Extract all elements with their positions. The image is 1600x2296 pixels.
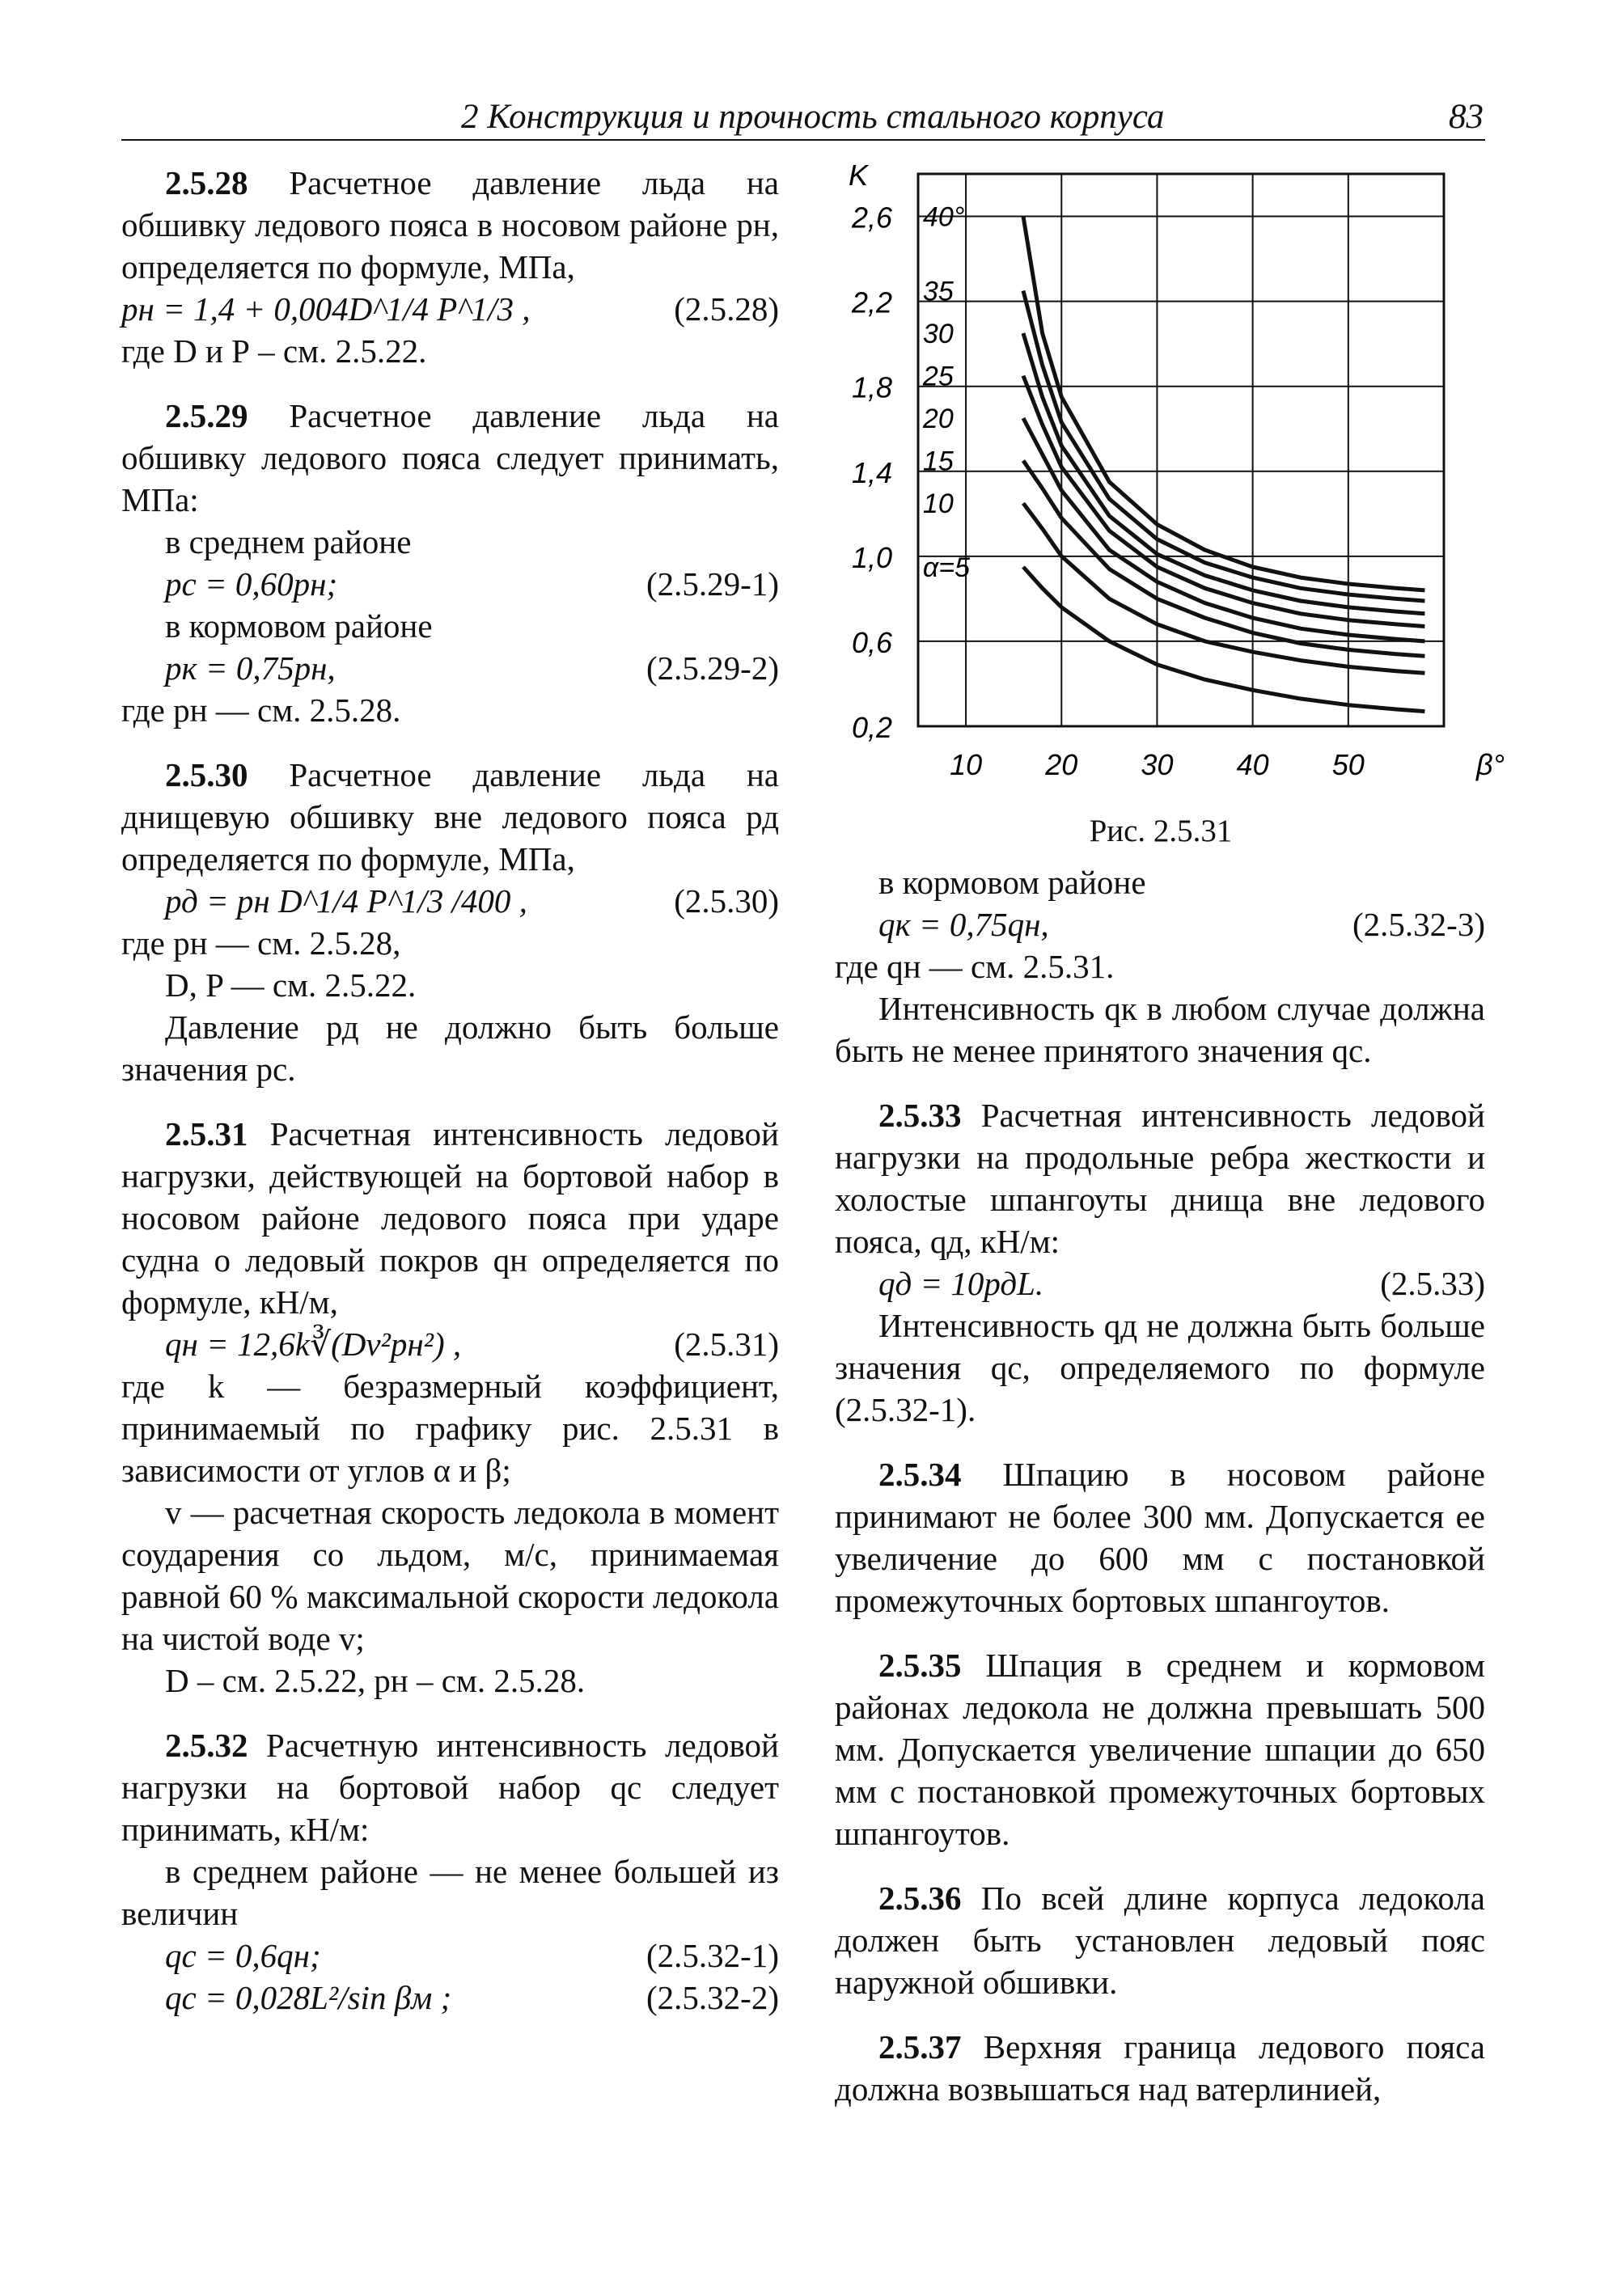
- x-tick-label: 40: [1236, 748, 1269, 781]
- figure-caption: Рис. 2.5.31: [1089, 814, 1233, 848]
- formula-row: [121, 1934, 779, 1977]
- note-text: Интенсивность qд не должна быть больше значения qс, определяемого по формуле (2.5.32-1).: [835, 1307, 1485, 1428]
- y-tick-label: 1,8: [852, 370, 893, 404]
- series-label: 15: [922, 446, 954, 477]
- k-coefficient-chart: [837, 158, 1505, 789]
- where-line: D, P — см. 2.5.22.: [165, 966, 417, 1004]
- formula: qн = 12,6k∛(Dv²рн²) ,: [165, 1326, 462, 1363]
- section-2-5-32: [121, 1724, 779, 1850]
- formula: рк = 0,75рн,: [165, 649, 336, 687]
- chart-svg: [837, 158, 1505, 789]
- formula: рн = 1,4 + 0,004D^1/4 P^1/3 ,: [121, 290, 531, 328]
- series-label: 30: [922, 319, 954, 350]
- series-curve: [1023, 503, 1424, 673]
- x-tick-label: 20: [1045, 748, 1078, 781]
- series-curve: [1023, 291, 1424, 602]
- formula: qк = 0,75qн,: [878, 906, 1049, 943]
- section-text: Расчетная интенсивность ледовой нагрузки, действующей на бортовой набор в носовом районе ледового пояса при ударе судна о ледовый покров qн определяется по формуле, кН/м,: [121, 1115, 780, 1321]
- y-tick-label: 2,6: [852, 201, 893, 235]
- y-axis-label: K: [849, 159, 869, 192]
- where-line: где k — безразмерный коэффициент, принимаемый по графику рис. 2.5.31 в зависимости от углов α и β;: [121, 1368, 779, 1489]
- x-axis-label: β°: [1476, 748, 1505, 781]
- section-number: 2.5.31: [165, 1115, 248, 1152]
- y-tick-label: 1,4: [852, 455, 893, 489]
- y-tick-label: 0,2: [852, 711, 893, 744]
- formula-row: [121, 1323, 779, 1365]
- series-label: α=5: [922, 552, 971, 583]
- x-tick-label: 30: [1141, 748, 1174, 781]
- series-label: 20: [922, 404, 954, 435]
- formula: рд = рн D^1/4 P^1/3 /400 ,: [165, 882, 527, 920]
- section-text: Расчетное давление льда на днищевую обшивку вне ледового пояса рд определяется по формуле, МПа,: [121, 756, 779, 877]
- section-text: По всей длине корпуса ледокола должен быть установлен ледовый пояс наружной обшивки.: [835, 1880, 1486, 2001]
- running-title: 2 Конструкция и прочность стального корпуса: [461, 98, 1165, 136]
- section-2-5-33: [835, 1094, 1485, 1262]
- plot-frame: [918, 174, 1444, 726]
- formula: рс = 0,60рн;: [165, 565, 338, 603]
- formula-row: [835, 1262, 1485, 1304]
- formula-number: (2.5.32-1): [646, 1937, 779, 1974]
- where-line: где рн — см. 2.5.28.: [121, 691, 401, 729]
- note-text: Интенсивность qк в любом случае должна быть не менее принятого значения qс.: [835, 990, 1485, 1069]
- series-label: 10: [922, 488, 954, 520]
- formula: qс = 0,6qн;: [165, 1937, 321, 1974]
- formula-row: [835, 903, 1485, 945]
- formula-number: (2.5.29-2): [646, 649, 779, 687]
- where-line: D – см. 2.5.22, рн – см. 2.5.28.: [165, 1662, 586, 1699]
- section-number: 2.5.28: [165, 164, 248, 201]
- where-line: v — расчетная скорость ледокола в момент соударения со льдом, м/с, принимаемая равной 60 % максимальной скорости ледокола на чистой воде v;: [121, 1494, 779, 1657]
- series-curve: [1023, 217, 1424, 590]
- region-label: в кормовом районе: [878, 864, 1146, 901]
- section-2-5-35: [835, 1644, 1485, 1854]
- section-2-5-34: [835, 1453, 1485, 1622]
- series-curve: [1023, 376, 1424, 627]
- section-number: 2.5.32: [165, 1727, 248, 1764]
- y-tick-label: 0,6: [852, 625, 893, 659]
- formula-number: (2.5.29-1): [646, 565, 779, 603]
- region-label: в среднем районе: [165, 523, 412, 560]
- formula-row: [121, 563, 779, 605]
- where-line: где D и Р – см. 2.5.22.: [121, 332, 427, 370]
- section-text: Расчетное давление льда на обшивку ледового пояса в носовом районе рн, определяется по формуле, МПа,: [121, 164, 779, 285]
- y-tick-label: 2,2: [852, 285, 893, 319]
- section-number: 2.5.33: [878, 1097, 962, 1134]
- where-line: где рн — см. 2.5.28,: [121, 924, 401, 962]
- page-number: 83: [1449, 98, 1484, 136]
- section-text: Расчетную интенсивность ледовой нагрузки на бортовой набор qс следует принимать, кН/м:: [121, 1727, 779, 1848]
- x-tick-label: 50: [1331, 748, 1365, 781]
- formula-number: (2.5.33): [1380, 1265, 1485, 1302]
- note-text: Давление рд не должно быть больше значения рс.: [121, 1008, 779, 1088]
- section-number: 2.5.36: [878, 1880, 962, 1917]
- section-text: Расчетное давление льда на обшивку ледового пояса следует принимать, МПа:: [121, 397, 779, 518]
- section-text: Шпация в среднем и кормовом районах ледокола не должна превышать 500 мм. Допускается увеличение шпации до 650 мм с постановкой промежуточных бортовых шпангоутов.: [835, 1647, 1486, 1852]
- section-2-5-36: [835, 1877, 1485, 2003]
- region-label: в кормовом районе: [165, 607, 433, 645]
- section-2-5-28: [121, 162, 779, 288]
- section-number: 2.5.37: [878, 2028, 962, 2066]
- formula: qс = 0,028L²/sin βм ;: [165, 1979, 452, 2016]
- section-text: Шпацию в носовом районе принимают не более 300 мм. Допускается ее увеличение до 600 мм с постановкой промежуточных бортовых шпангоутов.: [835, 1456, 1485, 1619]
- section-text: Расчетная интенсивность ледовой нагрузки на продольные ребра жесткости и холостые шпангоуты днища вне ледового пояса, qд, кН/м:: [835, 1097, 1486, 1260]
- formula-number: (2.5.31): [674, 1326, 779, 1363]
- running-header: [121, 91, 1485, 141]
- section-2-5-37: [835, 2026, 1485, 2110]
- section-number: 2.5.30: [165, 756, 248, 793]
- section-2-5-29: [121, 395, 779, 521]
- region-label: в среднем районе — не менее большей из величин: [121, 1853, 779, 1932]
- right-column: [835, 861, 1485, 2110]
- section-number: 2.5.29: [165, 397, 248, 434]
- formula-number: (2.5.30): [674, 882, 779, 920]
- formula-row: [121, 1977, 779, 2019]
- section-number: 2.5.34: [878, 1456, 962, 1493]
- section-2-5-31: [121, 1113, 779, 1323]
- formula: qд = 10рдL.: [878, 1265, 1044, 1302]
- section-text: Верхняя граница ледового пояса должна возвышаться над ватерлинией,: [835, 2028, 1485, 2108]
- left-column: [121, 162, 779, 2019]
- where-line: где qн — см. 2.5.31.: [835, 948, 1115, 985]
- section-2-5-30: [121, 754, 779, 880]
- formula-number: (2.5.32-2): [646, 1979, 779, 2016]
- formula-number: (2.5.28): [674, 290, 779, 328]
- series-label: 35: [922, 276, 954, 307]
- formula-row: [121, 647, 779, 689]
- formula-row: [121, 288, 779, 330]
- series-curve: [1023, 333, 1424, 614]
- section-number: 2.5.35: [878, 1647, 962, 1684]
- series-label: 25: [922, 361, 954, 392]
- y-tick-label: 1,0: [852, 540, 893, 574]
- x-tick-label: 10: [950, 748, 983, 781]
- formula-number: (2.5.32-3): [1352, 906, 1485, 943]
- series-label: 40°: [922, 201, 965, 233]
- series-curve: [1023, 567, 1424, 712]
- formula-row: [121, 880, 779, 922]
